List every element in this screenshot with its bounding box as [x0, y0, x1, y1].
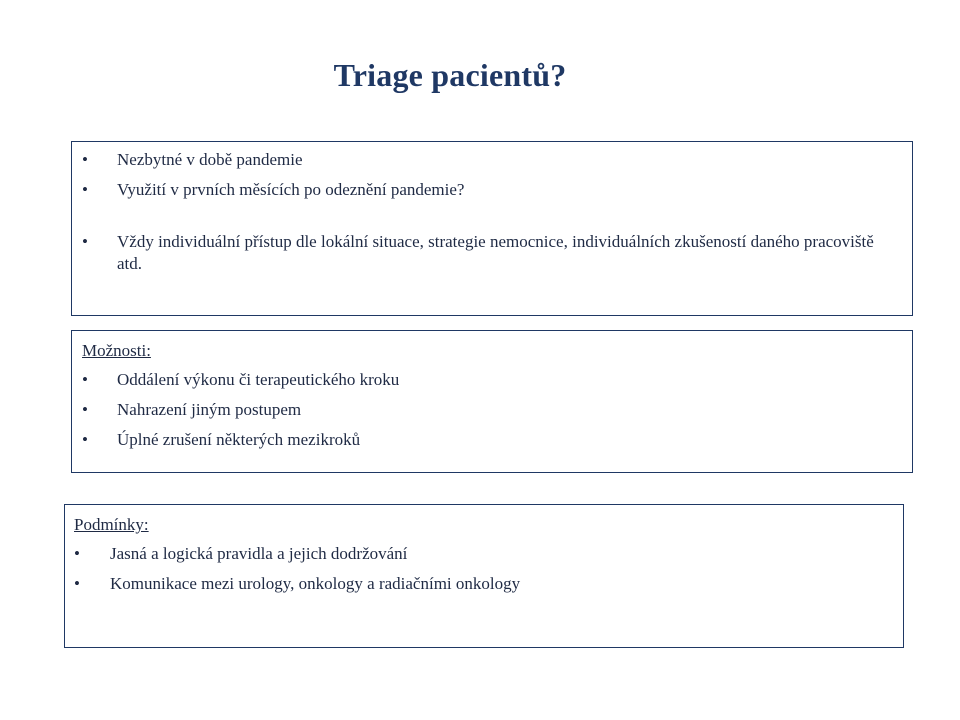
bullet-icon: •: [82, 150, 88, 169]
bullet-icon: •: [82, 232, 88, 251]
list-item: [74, 573, 874, 595]
list-item: [82, 429, 882, 451]
list-item-text: Oddálení výkonu či terapeutického kroku: [117, 370, 400, 389]
bullet-icon: •: [82, 370, 88, 389]
list-item: [82, 149, 882, 171]
bullet-icon: •: [74, 574, 80, 593]
bullet-icon: •: [82, 180, 88, 199]
bullet-icon: •: [74, 544, 80, 563]
list-item-text: Nezbytné v době pandemie: [117, 150, 303, 169]
list-item-text: Jasná a logická pravidla a jejich dodržování: [110, 544, 408, 563]
list-item-text: Komunikace mezi urology, onkology a radiačními onkology: [110, 574, 521, 593]
list-item-text: Úplné zrušení některých mezikroků: [117, 430, 361, 449]
options-list: [82, 369, 882, 459]
list-item: [74, 543, 874, 565]
list-item: [82, 399, 882, 421]
options-box: [71, 330, 913, 473]
list-item: [82, 231, 882, 275]
bullet-icon: •: [82, 430, 88, 449]
bullet-icon: •: [82, 400, 88, 419]
conditions-list: [74, 543, 874, 603]
conditions-box: [64, 504, 904, 648]
list-item-text: Využití v prvních měsících po odeznění pandemie?: [117, 180, 465, 199]
list-item: [82, 179, 882, 201]
slide-title: Triage pacientů?: [333, 57, 567, 93]
list-item: [82, 369, 882, 391]
options-heading: Možnosti:: [82, 341, 151, 360]
triage-notes-box: [71, 141, 913, 316]
conditions-heading: Podmínky:: [74, 515, 149, 534]
list-item-text: Vždy individuální přístup dle lokální situace, strategie nemocnice, individuálních zkušeností daného pracoviště atd.: [117, 232, 874, 273]
triage-notes-list: [82, 149, 882, 283]
list-item-text: Nahrazení jiným postupem: [117, 400, 302, 419]
